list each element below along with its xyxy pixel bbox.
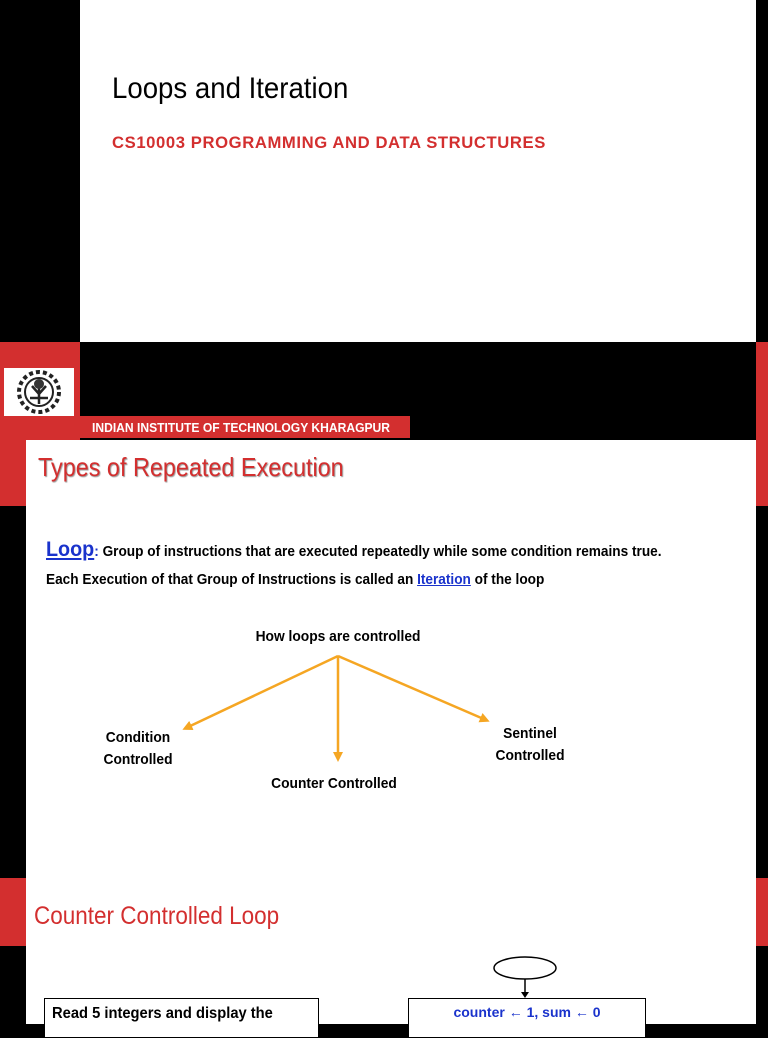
init-process-text: counter ← 1, sum ← 0 bbox=[453, 1004, 601, 1020]
start-terminal bbox=[494, 957, 556, 979]
condition-line1: Condition bbox=[105, 729, 171, 746]
slide-title: Loops and Iteration bbox=[112, 72, 349, 105]
iteration-term-link[interactable]: Iteration bbox=[417, 572, 471, 588]
loop-colon: : bbox=[94, 544, 99, 560]
slide-title: Counter Controlled Loop bbox=[34, 902, 280, 930]
iteration-prefix: Each Execution of that Group of Instructions is called an bbox=[46, 572, 418, 588]
page-number: 1 bbox=[723, 418, 741, 428]
course-subtitle: CS10003 PROGRAMMING AND DATA STRUCTURES bbox=[112, 133, 546, 152]
loop-term-link[interactable]: Loop bbox=[46, 538, 95, 561]
sentinel-line2: Controlled bbox=[495, 747, 565, 764]
counter-controlled-label: Counter Controlled bbox=[271, 775, 397, 792]
slide-title: Types of Repeated Execution bbox=[38, 452, 344, 482]
condition-line2: Controlled bbox=[103, 751, 173, 768]
task-text: Read 5 integers and display the bbox=[52, 1005, 273, 1022]
institute-name: INDIAN INSTITUTE OF TECHNOLOGY KHARAGPUR bbox=[92, 420, 391, 435]
iteration-suffix: of the loop bbox=[470, 572, 545, 588]
diagram-root-label: How loops are controlled bbox=[255, 628, 421, 645]
loop-definition-text: Group of instructions that are executed repeatedly while some condition remains true. bbox=[98, 544, 662, 560]
sentinel-line1: Sentinel bbox=[503, 725, 557, 742]
